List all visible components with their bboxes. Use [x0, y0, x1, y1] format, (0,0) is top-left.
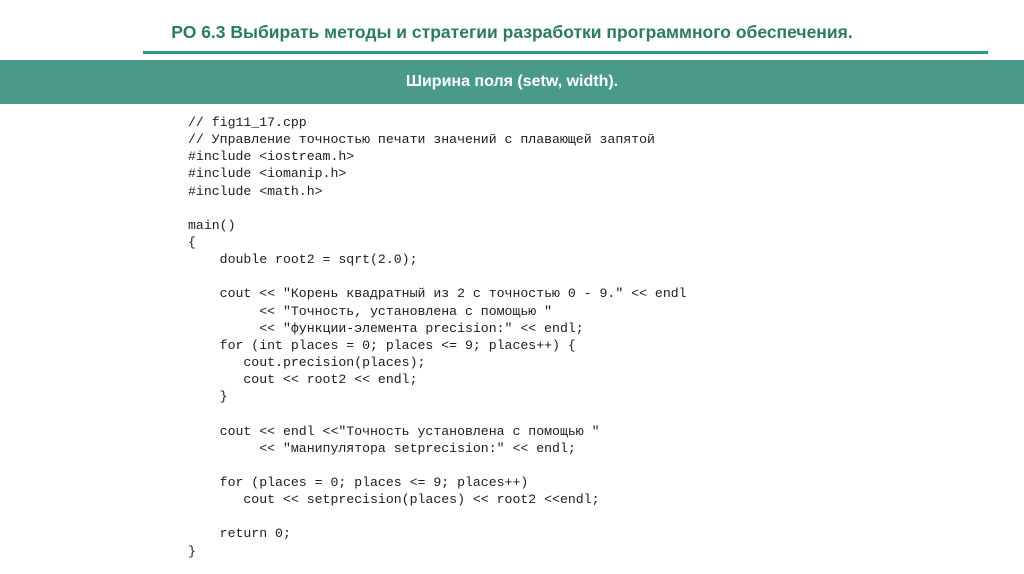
code-listing [188, 114, 687, 560]
section-subtitle: Ширина поля (setw, width). [405, 73, 619, 90]
code-line: { [188, 234, 196, 250]
code-line: return 0; [188, 526, 291, 542]
code-line: cout << root2 << endl; [188, 372, 418, 388]
code-line: #include <math.h> [188, 183, 323, 199]
code-line: // fig11_17.cpp [188, 115, 307, 130]
code-line [188, 405, 687, 422]
code-line: cout << setprecision(places) << root2 <<endl; [188, 492, 600, 508]
code-line: << "манипулятора setprecision:" << endl; [188, 440, 576, 456]
code-line: for (int places = 0; places <= 9; places++) { [188, 337, 576, 353]
code-line: for (places = 0; places <= 9; places++) [188, 474, 529, 490]
code-line: << "функции-элемента precision:" << endl; [188, 320, 584, 336]
code-line: cout.precision(places); [188, 354, 426, 370]
code-line: << "Точность, установлена с помощью " [188, 303, 553, 319]
code-line [188, 268, 687, 285]
code-line: double root2 = sqrt(2.0); [188, 252, 418, 268]
code-line: cout << endl <<"Точность установлена с помощью " [188, 423, 600, 439]
code-line: #include <iostream.h> [188, 149, 355, 165]
code-line [188, 200, 687, 217]
code-line: } [188, 389, 228, 405]
code-line: cout << "Корень квадратный из 2 с точностью 0 - 9." << endl [188, 286, 687, 302]
code-line: // Управление точностью печати значений с плавающей запятой [188, 132, 655, 148]
code-line [188, 508, 687, 525]
section-banner [0, 60, 1024, 104]
code-line: #include <iomanip.h> [188, 166, 347, 182]
code-line: } [188, 543, 196, 559]
page-title: РО 6.3 Выбирать методы и стратегии разработки программного обеспечения. [171, 22, 853, 42]
code-line [188, 457, 687, 474]
code-line: main() [188, 217, 236, 233]
title-underline [143, 51, 988, 54]
